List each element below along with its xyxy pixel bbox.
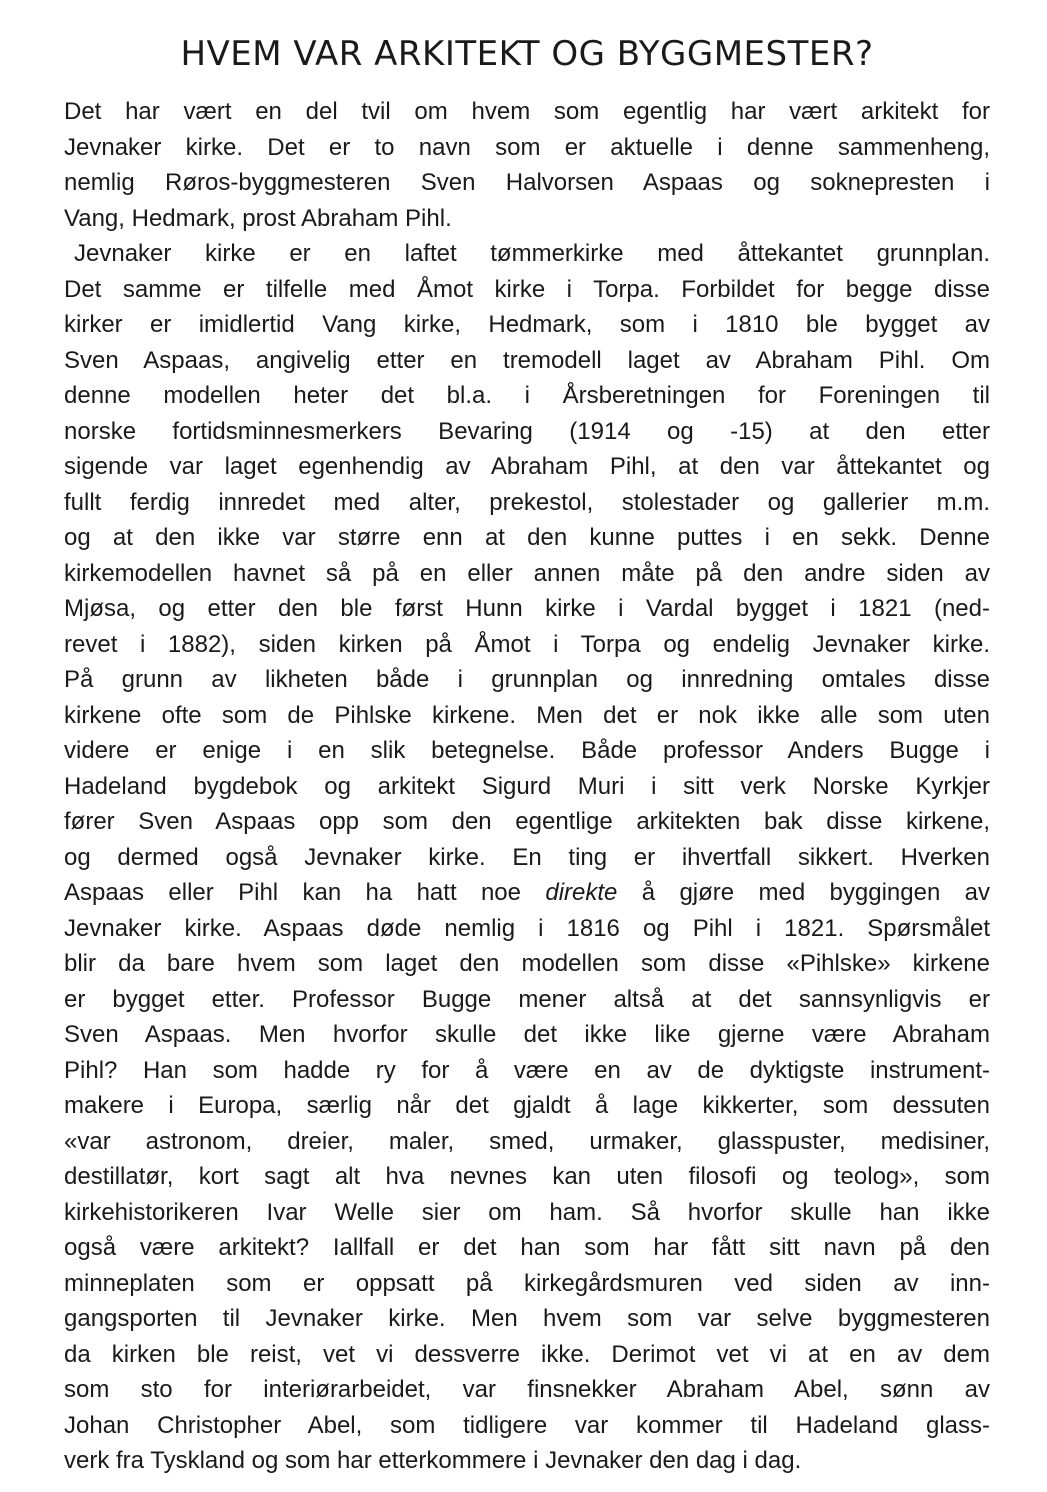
text-line (64, 1017, 990, 1053)
text-segment: gangsporten til Jevnaker kirke. Men hvem som var selve byggmesteren (64, 1305, 990, 1332)
text-line (64, 875, 990, 911)
text-line (64, 1408, 990, 1444)
text-segment: «var astronom, dreier, maler, smed, urmaker, glasspuster, medisiner, (64, 1127, 990, 1155)
text-line (64, 94, 990, 130)
text-line (64, 1195, 990, 1231)
text-segment: verk fra Tyskland og som har etterkommere i Jevnaker den dag i dag. (64, 1447, 802, 1474)
text-segment: kirkehistorikeren Ivar Welle sier om ham. Så hvorfor skulle han ikke (64, 1198, 990, 1226)
text-line (64, 343, 990, 379)
text-segment: minneplaten som er oppsatt på kirkegårdsmuren ved siden av inn- (64, 1269, 990, 1297)
text-segment: også være arkitekt? Iallfall er det han som har fått sitt navn på den (64, 1234, 990, 1261)
text-line (64, 272, 990, 308)
text-segment: som sto for interiørarbeidet, var finsnekker Abraham Abel, sønn av (64, 1376, 990, 1403)
text-line (64, 804, 990, 840)
text-segment: Hadeland bygdebok og arkitekt Sigurd Muri i sitt verk Norske Kyrkjer (64, 772, 990, 800)
text-segment: blir da bare hvem som laget den modellen som disse «Pihlske» kirkene (64, 950, 990, 977)
text-segment: fører Sven Aspaas opp som den egentlige arkitekten bak disse kirkene, (64, 808, 990, 835)
text-line (64, 1337, 990, 1373)
text-segment: fullt ferdig innredet med alter, prekestol, stolestader og gallerier m.m. (64, 488, 990, 516)
text-line (64, 769, 990, 805)
text-segment: makere i Europa, særlig når det gjaldt å lage kikkerter, som dessuten (64, 1092, 990, 1119)
text-line (64, 1301, 990, 1337)
text-segment: destillatør, kort sagt alt hva nevnes kan uten filosofi og teolog», som (64, 1163, 990, 1190)
text-segment: kirkemodellen havnet så på en eller annen måte på den andre siden av (64, 559, 990, 587)
text-segment: og dermed også Jevnaker kirke. En ting er ihvertfall sikkert. Hverken (64, 843, 990, 871)
text-segment: sigende var laget egenhendig av Abraham Pihl, at den var åttekantet og (64, 453, 990, 480)
page-title: HVEM VAR ARKITEKT OG BYGGMESTER? (180, 34, 874, 74)
text-line (64, 485, 990, 521)
text-segment: og at den ikke var større enn at den kunne puttes i en sekk. Denne (64, 524, 990, 551)
emphasis-text: direkte (545, 879, 618, 906)
text-line (64, 1443, 990, 1479)
text-line (64, 911, 990, 947)
text-segment: kirker er imidlertid Vang kirke, Hedmark, som i 1810 ble bygget av (64, 311, 990, 338)
text-line (64, 1159, 990, 1195)
text-line (64, 236, 990, 272)
text-segment: Aspaas eller Pihl kan ha hatt noe (64, 879, 546, 906)
text-line (64, 449, 990, 485)
text-segment: revet i 1882), siden kirken på Åmot i Torpa og endelig Jevnaker kirke. (64, 630, 990, 658)
text-segment: Det har vært en del tvil om hvem som egentlig har vært arkitekt for (64, 98, 990, 125)
text-segment: norske fortidsminnesmerkers Bevaring (1914 og -15) at den etter (64, 417, 990, 445)
text-line (64, 1088, 990, 1124)
text-line (64, 946, 990, 982)
text-line (64, 520, 990, 556)
text-line (64, 1053, 990, 1089)
text-line (64, 1266, 990, 1302)
text-line (64, 130, 990, 166)
text-segment: Sven Aspaas, angivelig etter en tremodell laget av Abraham Pihl. Om (64, 346, 990, 374)
text-segment: Jevnaker kirke. Aspaas døde nemlig i 1816 og Pihl i 1821. Spørsmålet (64, 914, 990, 942)
text-segment: Sven Aspaas. Men hvorfor skulle det ikke like gjerne være Abraham (64, 1021, 990, 1048)
text-line (64, 165, 990, 201)
text-segment: Pihl? Han som hadde ry for å være en av de dyktigste instrument- (64, 1056, 990, 1084)
text-segment: Vang, Hedmark, prost Abraham Pihl. (64, 204, 452, 232)
text-segment: å gjøre med byggingen av (617, 879, 990, 906)
text-segment: videre er enige i en slik betegnelse. Både professor Anders Bugge i (64, 737, 990, 764)
text-segment: Jevnaker kirke er en laftet tømmerkirke med åttekantet grunnplan. (74, 240, 990, 267)
text-segment: er bygget etter. Professor Bugge mener altså at det sannsynligvis er (64, 985, 990, 1013)
text-segment: da kirken ble reist, vet vi dessverre ikke. Derimot vet vi at en av dem (64, 1340, 990, 1368)
text-segment: Jevnaker kirke. Det er to navn som er aktuelle i denne sammenheng, (64, 133, 990, 161)
text-segment: Johan Christopher Abel, som tidligere var kommer til Hadeland glass- (64, 1411, 990, 1439)
text-line (64, 1372, 990, 1408)
text-segment: Det samme er tilfelle med Åmot kirke i Torpa. Forbildet for begge disse (64, 275, 990, 303)
text-segment: På grunn av likheten både i grunnplan og innredning omtales disse (64, 666, 990, 693)
text-line (64, 698, 990, 734)
text-line (64, 591, 990, 627)
text-line (64, 378, 990, 414)
text-line (64, 840, 990, 876)
text-segment: nemlig Røros-byggmesteren Sven Halvorsen Aspaas og soknepresten i (64, 169, 990, 196)
article-body (64, 94, 990, 1479)
text-line (64, 556, 990, 592)
text-line (64, 982, 990, 1018)
text-line (64, 307, 990, 343)
text-segment: denne modellen heter det bl.a. i Årsberetningen for Foreningen til (64, 382, 990, 409)
text-line (64, 733, 990, 769)
text-segment: kirkene ofte som de Pihlske kirkene. Men det er nok ikke alle som uten (64, 701, 990, 729)
text-segment: Mjøsa, og etter den ble først Hunn kirke i Vardal bygget i 1821 (ned- (64, 595, 990, 622)
text-line (64, 414, 990, 450)
text-line (64, 201, 990, 237)
text-line (64, 1124, 990, 1160)
text-line (64, 1230, 990, 1266)
text-line (64, 662, 990, 698)
text-line (64, 627, 990, 663)
